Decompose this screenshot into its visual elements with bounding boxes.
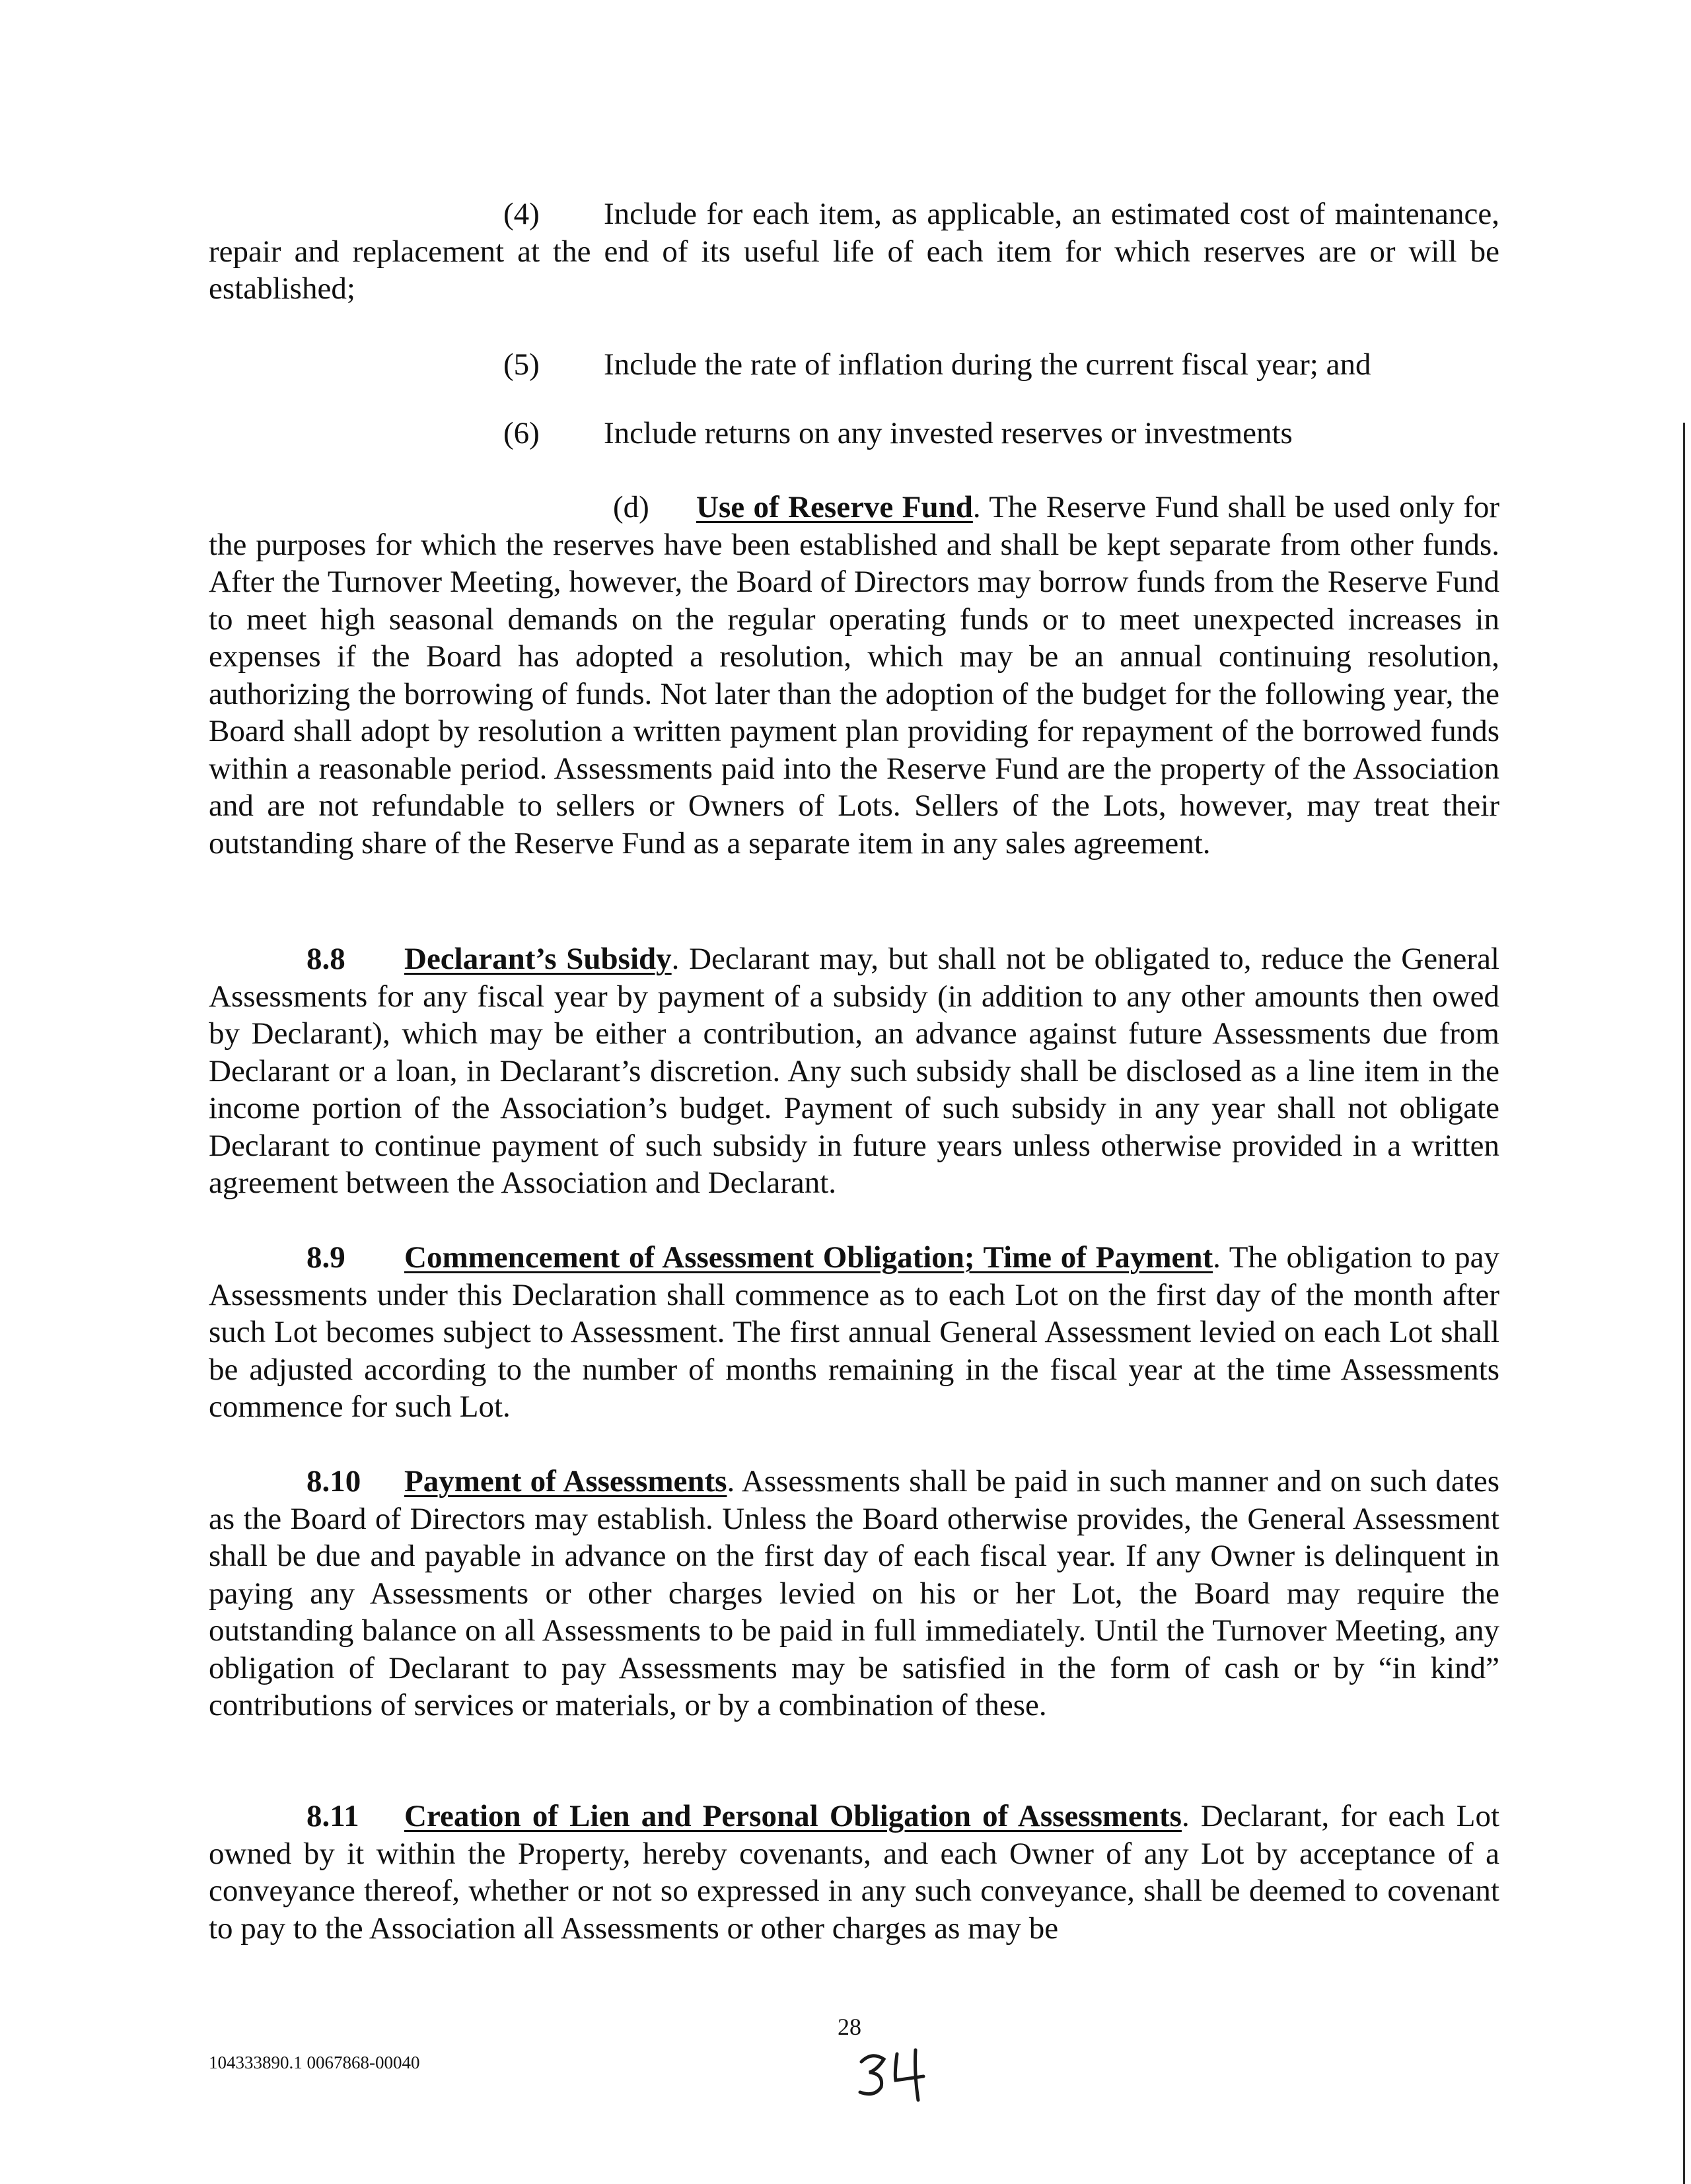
section-8-10-number: 8.10 [306,1464,361,1498]
item-6-text: Include returns on any invested reserves or investments [604,416,1293,450]
item-5-text: Include the rate of inflation during the current fiscal year; and [604,347,1371,382]
scan-edge-line [1683,423,1685,2184]
section-8-8-text: . Declarant may, but shall not be obligated to, reduce the General Assessments for any fiscal year by payment of a subsidy (in addition to any other amounts then owed by Declarant), which may be either a contribution, an advance against future Assessments due from Declarant or a loan, in Declarant’s discretion. Any such subsidy shall be disclosed as a line item in the income portion of the Association’s budget. Payment of such subsidy in any year shall not obligate Declarant to continue payment of such subsidy in future years unless otherwise provided in a written agreement between the Association and Declarant. [209,942,1499,1200]
item-6-number: (6) [503,416,540,450]
item-5-paragraph [503,346,1494,384]
section-8-11-paragraph [209,1798,1499,1947]
section-8-8-number: 8.8 [306,942,345,976]
subsection-d-number: (d) [613,490,649,524]
section-8-11-number: 8.11 [306,1799,359,1833]
section-8-10-text: . Assessments shall be paid in such manner and on such dates as the Board of Directors may establish. Unless the Board otherwise provides, the General Assessment shall be due and payable in advance on the first day of each fiscal year. If any Owner is delinquent in paying any Assessments or other charges levied on his or her Lot, the Board may require the outstanding balance on all Assessments to be paid in full immediately. Until the Turnover Meeting, any obligation of Declarant to pay Assessments may be satisfied in the form of cash or by “in kind” contributions of services or materials, or by a combination of these. [209,1464,1499,1722]
page-number: 28 [838,2014,861,2040]
section-8-11-text: . Declarant, for each Lot owned by it within the Property, hereby covenants, and each Owner of any Lot by acceptance of a conveyance thereof, whether or not so expressed in any such conveyance, shall be deemed to covenant to pay to the Association all Assessments or other charges as may be [209,1799,1499,1946]
subsection-d-paragraph [209,489,1499,862]
item-4-text: Include for each item, as applicable, an estimated cost of maintenance, repair and replacement at the end of its useful life of each item for which reserves are or will be established; [209,197,1499,306]
section-8-9-paragraph [209,1239,1499,1426]
section-8-10-paragraph [209,1463,1499,1724]
section-8-10-heading: Payment of Assessments [404,1464,727,1498]
item-4-number: (4) [503,197,540,231]
section-8-11-heading: Creation of Lien and Personal Obligation of Assessments [404,1799,1182,1833]
item-4-paragraph [209,195,1499,308]
subsection-d-heading: Use of Reserve Fund [696,490,973,524]
document-id: 104333890.1 0067868-00040 [209,2053,420,2072]
section-8-8-paragraph [209,940,1499,1202]
item-5-number: (5) [503,347,540,382]
handwritten-page-number-icon [857,2047,937,2103]
section-8-9-text: . The obligation to pay Assessments under this Declaration shall commence as to each Lot on the first day of the month after such Lot becomes subject to Assessment. The first annual General Assessment levied on each Lot shall be adjusted according to the number of months remaining in the fiscal year at the time Assessments commence for such Lot. [209,1240,1499,1424]
section-8-8-heading: Declarant’s Subsidy [404,942,672,976]
section-8-9-number: 8.9 [306,1240,345,1275]
item-6-paragraph [503,415,1494,452]
subsection-d-text: . The Reserve Fund shall be used only for the purposes for which the reserves have been established and shall be kept separate from other funds. After the Turnover Meeting, however, the Board of Directors may borrow funds from the Reserve Fund to meet high seasonal demands on the regular operating funds or to meet unexpected increases in expenses if the Board has adopted a resolution, which may be an annual continuing resolution, authorizing the borrowing of funds. Not later than the adoption of the budget for the following year, the Board shall adopt by resolution a written payment plan providing for repayment of the borrowed funds within a reasonable period. Assessments paid into the Reserve Fund are the property of the Association and are not refundable to sellers or Owners of Lots. Sellers of the Lots, however, may treat their outstanding share of the Reserve Fund as a separate item in any sales agreement. [209,490,1499,861]
section-8-9-heading: Commencement of Assessment Obligation; Time of Payment [404,1240,1213,1275]
